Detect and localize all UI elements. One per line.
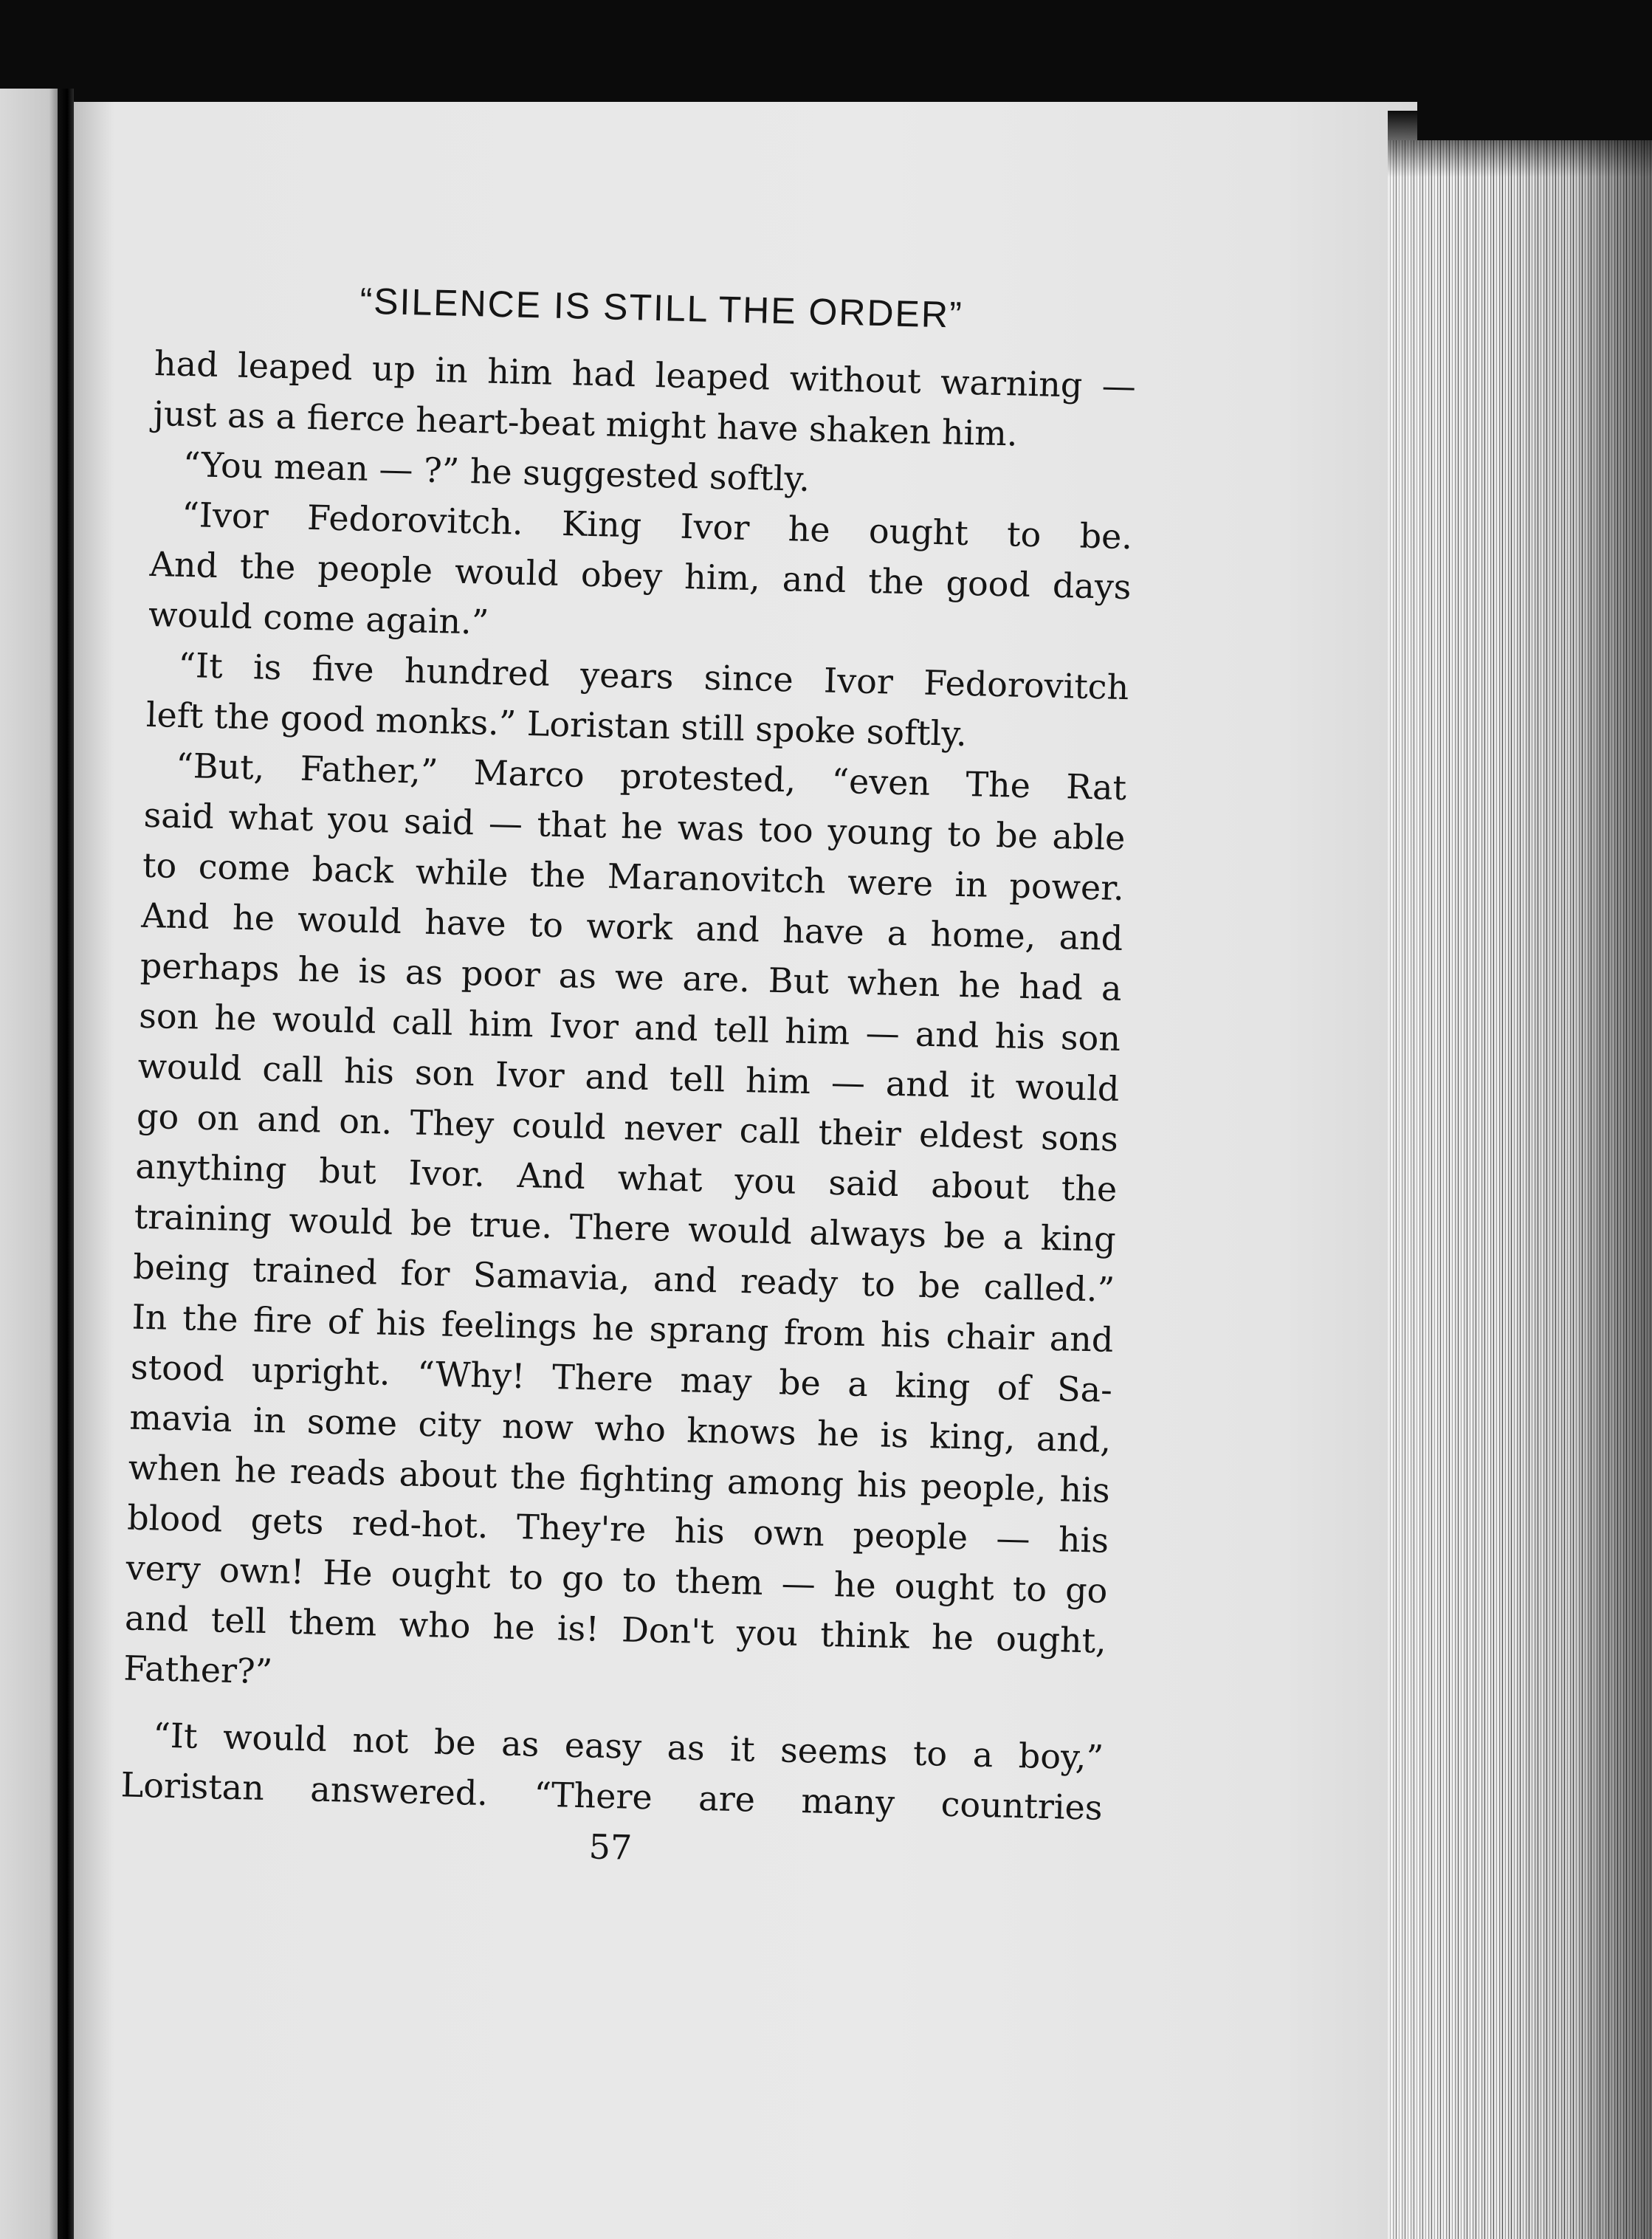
text-line: just as a fierce heart-beat might have shaken him.	[152, 393, 1019, 454]
text-line: would come again.”	[148, 594, 489, 642]
page-edges-shade	[1388, 140, 1652, 2239]
text-line: had leaped up in him had leaped without warning —	[154, 343, 1137, 407]
text-line: “It is five hundred years since Ivor Fedorovitch	[177, 644, 1129, 708]
text-line: blood gets red-hot. They're his own people — his	[126, 1497, 1109, 1561]
page-text-block	[120, 275, 1138, 1879]
text-line: would call his son Ivor and tell him — and it would	[137, 1045, 1121, 1110]
text-line: anything but Ivor. And what you said about the	[134, 1146, 1118, 1209]
text-line: left the good monks.” Loristan still spoke softly.	[145, 694, 968, 754]
text-line: “It would not be as easy as it seems to a boy,”	[152, 1715, 1104, 1778]
text-line: Loristan answered. “There are many countries	[120, 1764, 1104, 1828]
text-line: And the people would obey him, and the good days	[149, 543, 1132, 608]
text-line: Father?”	[123, 1648, 273, 1692]
text-line: to come back while the Maranovitch were in power.	[142, 845, 1125, 909]
text-line: perhaps he is as poor as we are. But when he had a	[140, 945, 1123, 1009]
text-line: “Ivor Fedorovitch. King Ivor he ought to be.	[181, 494, 1133, 557]
page-edges-top-shadow	[1388, 111, 1652, 177]
text-line: very own! He ought to go to them — he ought to go	[125, 1547, 1108, 1611]
running-head: “SILENCE IS STILL THE ORDER”	[359, 280, 964, 336]
text-line: mavia in some city now who knows he is king, and,	[128, 1397, 1112, 1460]
text-line: training would be true. There would always be a king	[134, 1196, 1117, 1259]
text-line: and tell them who he is! Don't you think he ought,	[124, 1597, 1107, 1661]
text-line: when he reads about the fighting among his people, his	[128, 1447, 1111, 1510]
text-line: said what you said — that he was too young to be able	[143, 794, 1126, 859]
text-line: And he would have to work and have a home, and	[140, 895, 1123, 959]
text-line: son he would call him Ivor and tell him — and his son	[138, 995, 1121, 1059]
book-gutter	[58, 89, 74, 2239]
text-line: “But, Father,” Marco protested, “even The Rat	[175, 745, 1127, 808]
text-line: go on and on. They could never call their eldest sons	[136, 1096, 1119, 1160]
page-number: 57	[588, 1826, 633, 1868]
text-line: being trained for Samavia, and ready to be called.”	[132, 1246, 1115, 1310]
text-line: In the fire of his feelings he sprang from his chair and	[131, 1296, 1115, 1360]
text-line: stood upright. “Why! There may be a king of Sa-	[130, 1347, 1113, 1410]
text-line: “You mean — ?” he suggested softly.	[182, 444, 810, 499]
